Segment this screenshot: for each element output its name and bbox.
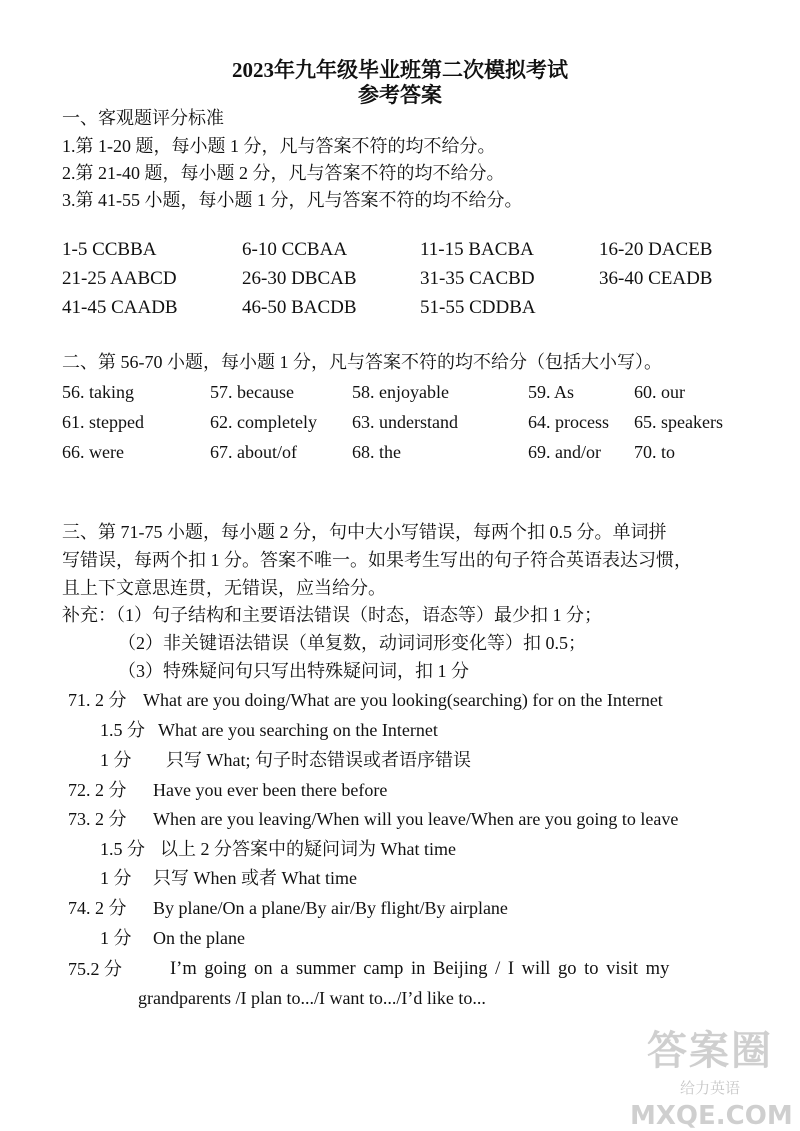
answer-71-partial-text: What are you searching on the Internet: [158, 720, 438, 740]
answer-cell: 36-40 CEADB: [599, 268, 713, 289]
section3-line-2: 写错误，每两个扣 1 分。答案不唯一。如果考生写出的句子符合英语表达习惯，: [62, 550, 692, 570]
answer-71-score: 71. 2 分: [68, 690, 127, 710]
supplement-2: （2）非关键语法错误（单复数，动词词形变化等）扣 0.5；: [118, 633, 586, 653]
answer-71-min-text: 只写 What; 句子时态错误或者语序错误: [166, 750, 471, 770]
answer-73-partial-text: 以上 2 分答案中的疑问词为 What time: [160, 839, 456, 859]
answer-74-text: By plane/On a plane/By air/By flight/By airplane: [153, 898, 508, 918]
answer-cell: 68. the: [352, 442, 401, 462]
answer-72-text: Have you ever been there before: [153, 780, 388, 800]
answer-cell: 46-50 BACDB: [242, 297, 357, 318]
answer-74-min-score: 1 分: [100, 928, 132, 948]
answer-75-text-line-2: grandparents /I plan to.../I want to.../I’d like to...: [138, 988, 486, 1008]
section1-heading: 一、客观题评分标准: [62, 108, 224, 128]
answer-cell: 70. to: [634, 442, 676, 462]
answer-72-score: 72. 2 分: [68, 780, 127, 800]
answer-cell: 1-5 CCBBA: [62, 239, 157, 260]
section2-heading: 二、第 56-70 小题，每小题 1 分，凡与答案不符的均不给分（包括大小写）。: [62, 352, 662, 372]
section3-line-3: 且上下文意思连贯，无错误，应当给分。: [62, 578, 386, 598]
answer-71-text: What are you doing/What are you looking(searching) for on the Internet: [143, 690, 663, 710]
answer-cell: 16-20 DACEB: [599, 239, 713, 260]
answer-73-min-text: 只写 When 或者 What time: [153, 868, 357, 888]
answer-cell: 31-35 CACBD: [420, 268, 535, 289]
answer-cell: 56. taking: [62, 382, 134, 402]
page-title: 2023年九年级毕业班第二次模拟考试: [232, 58, 568, 82]
answer-cell: 66. were: [62, 442, 124, 462]
answer-cell: 11-15 BACBA: [420, 239, 534, 260]
watermark-account-text: 给力英语: [680, 1079, 741, 1097]
answer-cell: 6-10 CCBAA: [242, 239, 348, 260]
answer-cell: 63. understand: [352, 412, 458, 432]
section1-rule-1: 1.第 1-20 题，每小题 1 分，凡与答案不符的均不给分。: [62, 136, 496, 156]
answer-cell: 58. enjoyable: [352, 382, 449, 402]
answer-cell: 59. As: [528, 382, 575, 402]
answer-cell: 21-25 AABCD: [62, 268, 177, 289]
page-subtitle: 参考答案: [358, 83, 442, 107]
watermark: [602, 1011, 792, 1131]
section1-rule-3: 3.第 41-55 小题，每小题 1 分，凡与答案不符的均不给分。: [62, 190, 523, 210]
section3-line-1: 三、第 71-75 小题，每小题 2 分，句中大小写错误，每两个扣 0.5 分。单词拼: [62, 522, 667, 542]
answer-cell: 41-45 CAADB: [62, 297, 178, 318]
answer-cell: 62. completely: [210, 412, 317, 432]
answer-cell: 60. our: [634, 382, 685, 402]
answer-cell: 69. and/or: [528, 442, 601, 462]
watermark-logo-text: 答案圈: [647, 1028, 773, 1074]
answer-cell: 26-30 DBCAB: [242, 268, 357, 289]
answer-cell: 51-55 CDDBA: [420, 297, 536, 318]
answer-73-min-score: 1 分: [100, 868, 132, 888]
answer-73-score: 73. 2 分: [68, 809, 127, 829]
answer-71-partial-score: 1.5 分: [100, 720, 145, 740]
answer-71-min-score: 1 分: [100, 750, 132, 770]
answer-cell: 61. stepped: [62, 412, 144, 432]
supplement-3: （3）特殊疑问句只写出特殊疑问词，扣 1 分: [118, 661, 469, 681]
answer-cell: 64. process: [528, 412, 609, 432]
answer-cell: 57. because: [210, 382, 294, 402]
supplement-1: 补充：（1）句子结构和主要语法错误（时态，语态等）最少扣 1 分；: [62, 605, 602, 625]
answer-cell: 67. about/of: [210, 442, 297, 462]
answer-74-score: 74. 2 分: [68, 898, 127, 918]
section1-rule-2: 2.第 21-40 题，每小题 2 分，凡与答案不符的均不给分。: [62, 163, 505, 183]
answer-74-min-text: On the plane: [153, 928, 245, 948]
answer-75-text-line-1: I’m going on a summer camp in Beijing / I will go to visit my: [170, 959, 670, 979]
answer-73-partial-score: 1.5 分: [100, 839, 145, 859]
answer-73-text: When are you leaving/When will you leave/When are you going to leave: [153, 809, 679, 829]
answer-cell: 65. speakers: [634, 412, 723, 432]
watermark-site-text: MXQE.COM: [630, 1101, 793, 1131]
answer-75-score: 75.2 分: [68, 959, 122, 979]
